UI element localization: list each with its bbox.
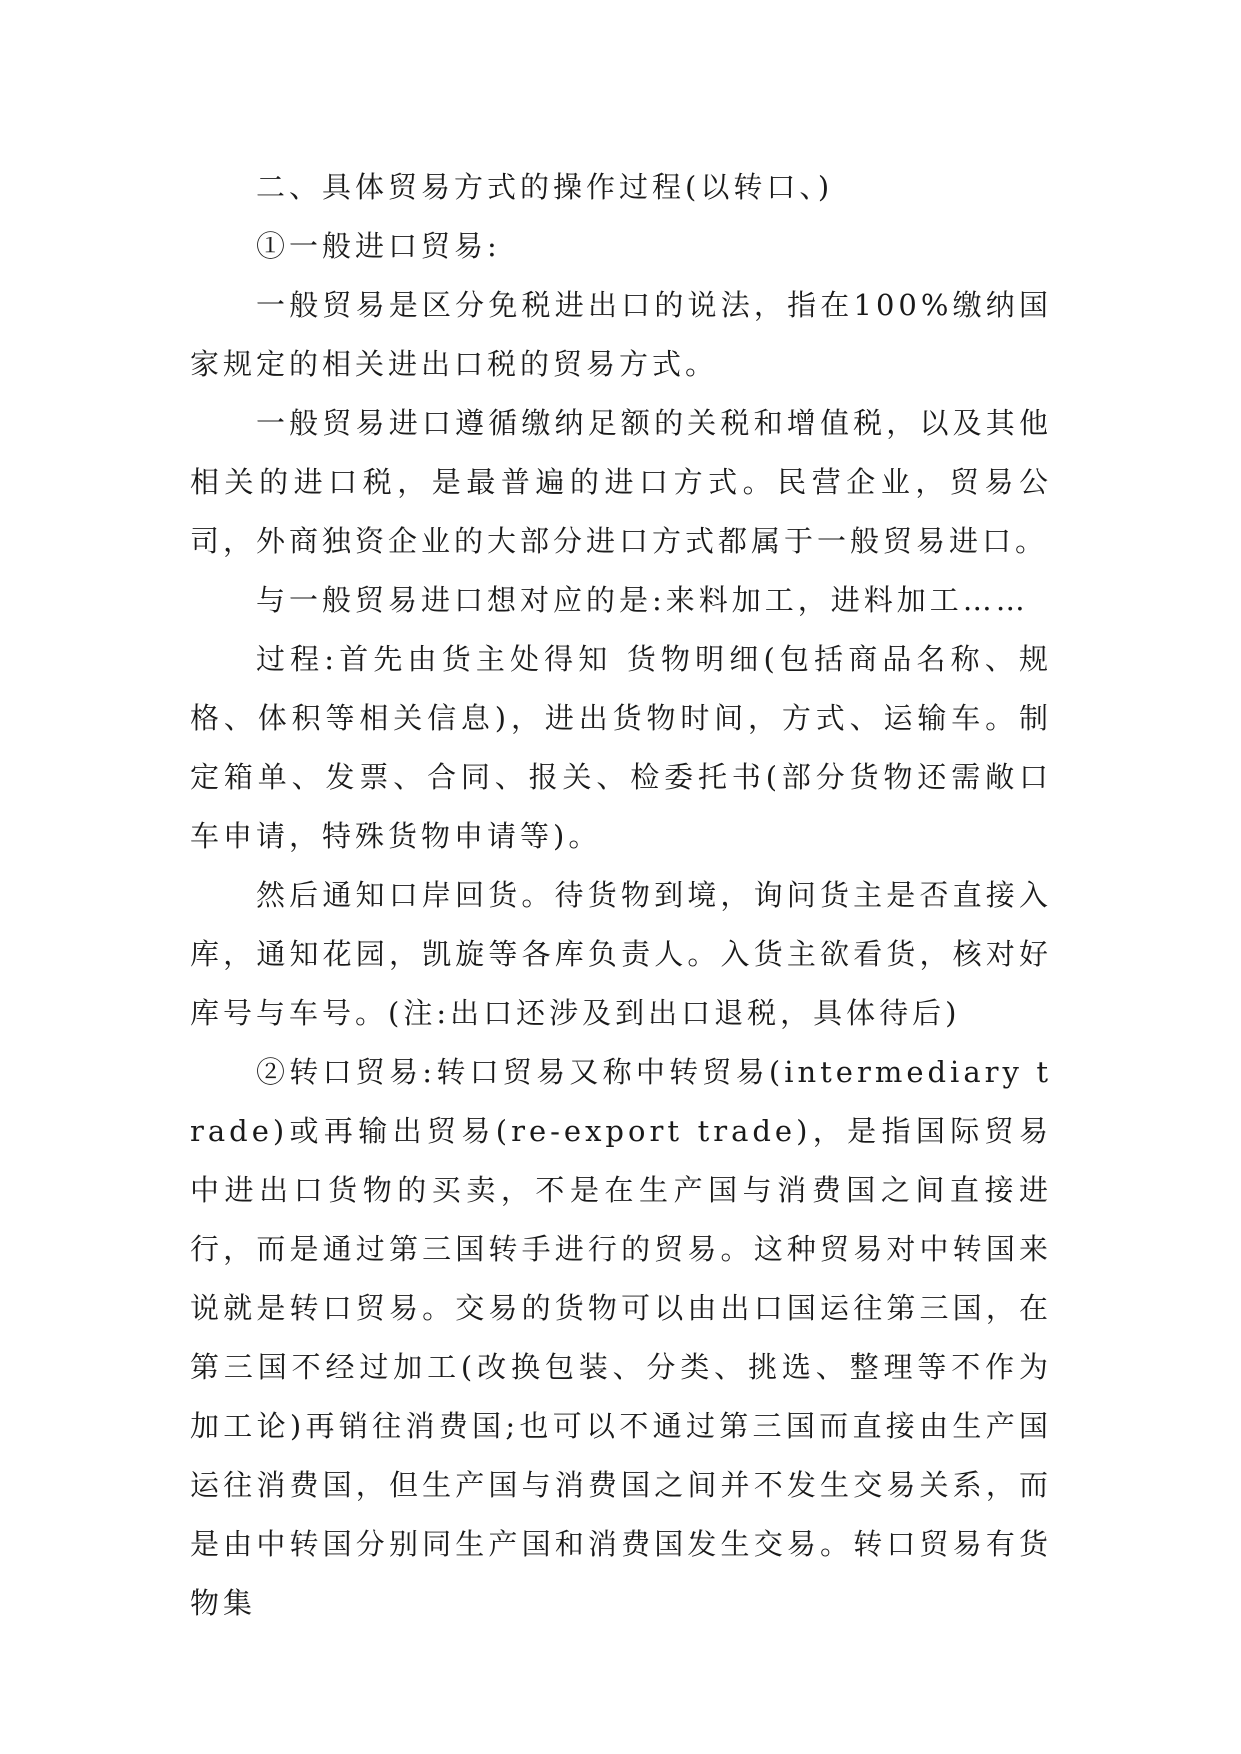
paragraph-general-trade-import: 一般贸易进口遵循缴纳足额的关税和增值税，以及其他相关的进口税，是最普遍的进口方式。民营企业，贸易公司，外商独资企业的大部分进口方式都属于一般贸易进口。 [190, 406, 1052, 558]
document-body [190, 158, 1052, 1633]
paragraph-process: 过程:首先由货主处得知 货物明细(包括商品名称、规格、体积等相关信息)，进出货物时间，方式、运输车。制定箱单、发票、合同、报关、检委托书(部分货物还需敞口车申请，特殊货物申请等)。 [190, 642, 1052, 853]
paragraph-general-trade-definition: 一般贸易是区分免税进出口的说法，指在100%缴纳国家规定的相关进出口税的贸易方式。 [190, 288, 1052, 381]
subsection-heading-general-import: ①一般进口贸易: [256, 229, 501, 263]
paragraph-entrepot-trade: ②转口贸易:转口贸易又称中转贸易(intermediary trade)或再输出贸易(re-export trade)，是指国际贸易中进出口货物的买卖，不是在生产国与消费国之间直接进行，而是通过第三国转手进行的贸易。这种贸易对中转国来说就是转口贸易。交易的货物可以由出口国运往第三国，在第三国不经过加工(改换包装、分类、挑选、整理等不作为加工论)再销往消费国;也可以不通过第三国而直接由生产国运往消费国，但生产国与消费国之间并不发生交易关系，而是由中转国分别同生产国和消费国发生交易。转口贸易有货物集 [190, 1055, 1052, 1620]
paragraph-corresponding-modes: 与一般贸易进口想对应的是:来料加工，进料加工…… [256, 583, 1029, 617]
paragraph-port-notification: 然后通知口岸回货。待货物到境，询问货主是否直接入库，通知花园，凯旋等各库负责人。入货主欲看货，核对好库号与车号。(注:出口还涉及到出口退税，具体待后) [190, 878, 1052, 1030]
section-heading: 二、具体贸易方式的操作过程(以转口、) [256, 170, 834, 204]
